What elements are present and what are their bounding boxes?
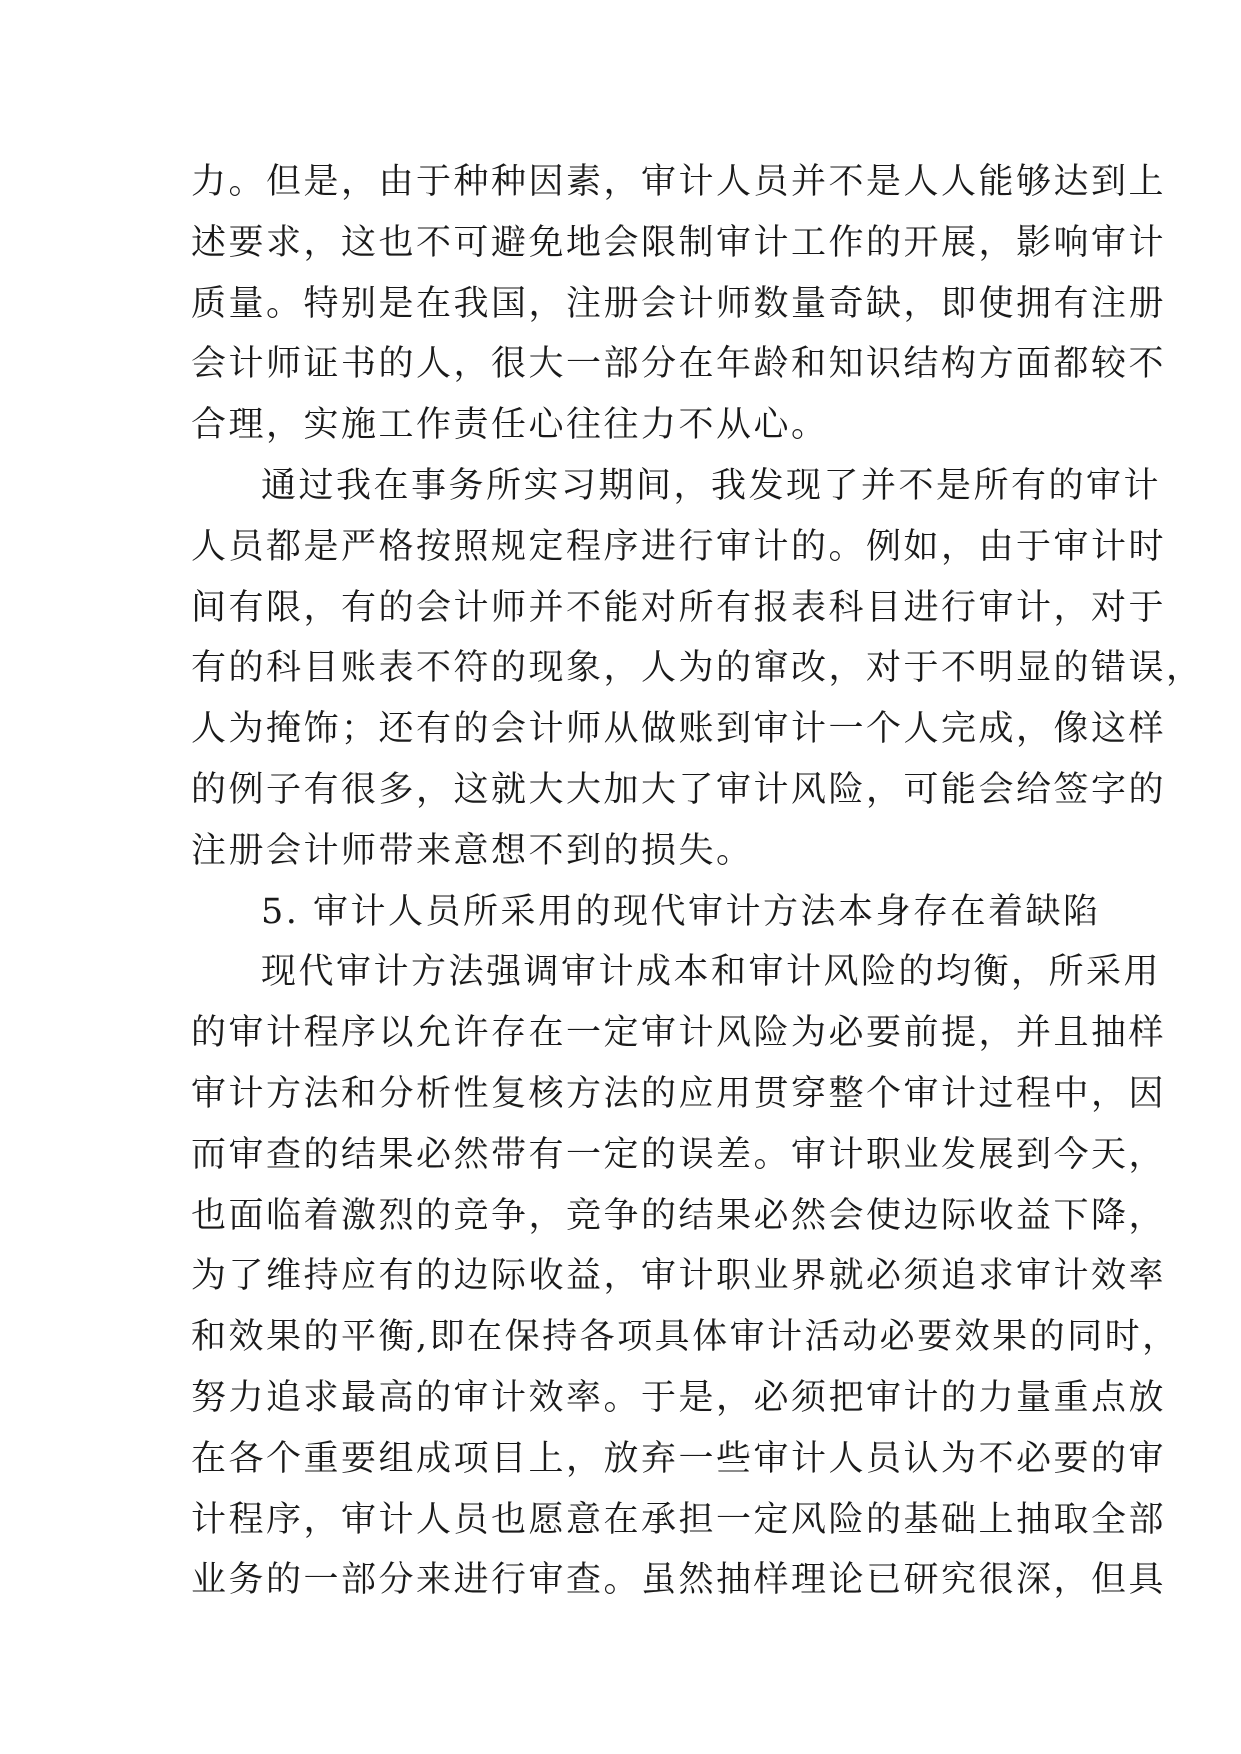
paragraph-first-line: 通过我在事务所实习期间，我发现了并不是所有的审计 xyxy=(261,465,1162,506)
text-line: 述要求，这也不可避免地会限制审计工作的开展，影响审计 xyxy=(191,222,1167,263)
text-line: 力。但是，由于种种因素，审计人员并不是人人能够达到上 xyxy=(191,162,1167,202)
text-line: 也面临着激烈的竞争，竞争的结果必然会使边际收益下降， xyxy=(191,1195,1167,1236)
text-line: 而审查的结果必然带有一定的误差。审计职业发展到今天， xyxy=(191,1134,1167,1175)
body-text xyxy=(191,152,1204,1611)
text-line: 合理，实施工作责任心往往力不从心。 xyxy=(191,405,829,446)
text-line: 计程序，审计人员也愿意在承担一定风险的基础上抽取全部 xyxy=(191,1499,1167,1540)
text-line: 努力追求最高的审计效率。于是，必须把审计的力量重点放 xyxy=(191,1377,1167,1418)
text-line: 人为掩饰；还有的会计师从做账到审计一个人完成，像这样 xyxy=(191,709,1167,750)
text-line: 为了维持应有的边际收益，审计职业界就必须追求审计效率 xyxy=(191,1256,1167,1297)
text-line: 有的科目账表不符的现象，人为的窜改，对于不明显的错误， xyxy=(191,648,1204,689)
text-line: 的审计程序以允许存在一定审计风险为必要前提，并且抽样 xyxy=(191,1013,1167,1054)
section-heading: 5. 审计人员所采用的现代审计方法本身存在着缺陷 xyxy=(261,891,1101,932)
text-line: 审计方法和分析性复核方法的应用贯穿整个审计过程中，因 xyxy=(191,1073,1167,1114)
text-line: 质量。特别是在我国，注册会计师数量奇缺，即使拥有注册 xyxy=(191,283,1167,324)
text-line: 间有限，有的会计师并不能对所有报表科目进行审计，对于 xyxy=(191,587,1167,628)
text-line: 和效果的平衡,即在保持各项具体审计活动必要效果的同时， xyxy=(191,1317,1180,1358)
text-line: 会计师证书的人，很大一部分在年龄和知识结构方面都较不 xyxy=(191,344,1167,385)
text-line: 业务的一部分来进行审查。虽然抽样理论已研究很深，但具 xyxy=(191,1560,1167,1601)
text-line: 在各个重要组成项目上，放弃一些审计人员认为不必要的审 xyxy=(191,1438,1167,1479)
text-line: 的例子有很多，这就大大加大了审计风险，可能会给签字的 xyxy=(191,769,1167,810)
text-line: 人员都是严格按照规定程序进行审计的。例如，由于审计时 xyxy=(191,526,1167,567)
text-line: 注册会计师带来意想不到的损失。 xyxy=(191,830,754,871)
paragraph-first-line: 现代审计方法强调审计成本和审计风险的均衡，所采用 xyxy=(261,952,1162,993)
